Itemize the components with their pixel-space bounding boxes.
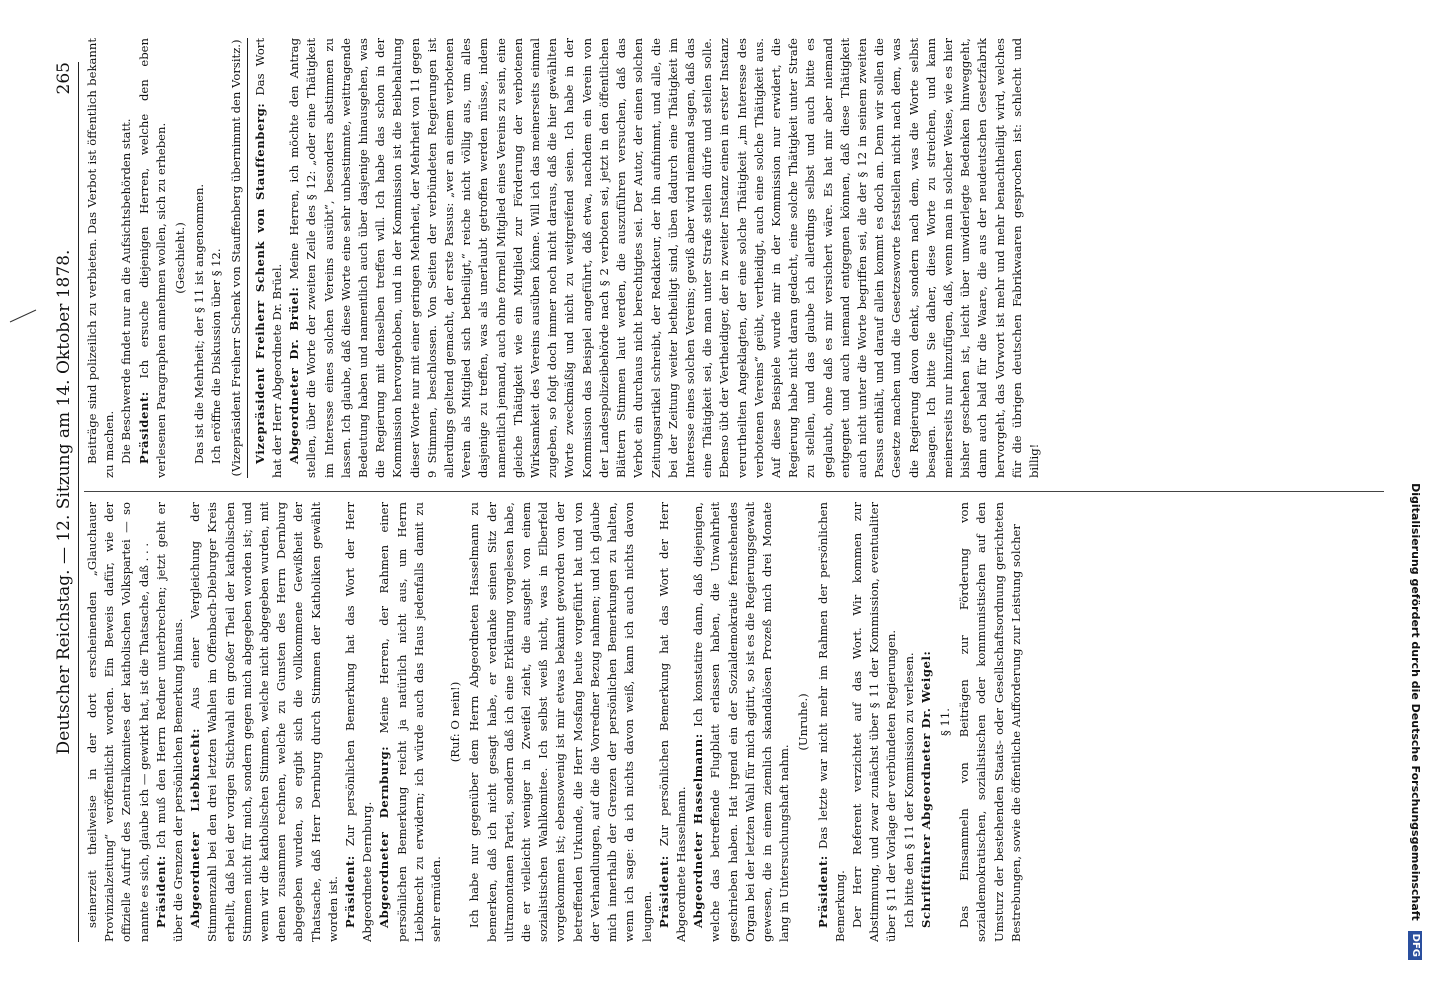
paragraph <box>252 38 286 478</box>
speech-text: Das Wort hat der Herr Abgeordnete Dr. Brüel. <box>252 38 285 478</box>
speaker-name: Schriftführer Abgeordneter Dr. Weigel: <box>918 650 933 928</box>
speech-text: Ich muß den Herrn Redner unterbrechen; jetzt geht er über die Grenzen der persönlichen Bemerkung hinaus. <box>153 502 186 942</box>
paragraph <box>153 502 187 942</box>
running-title: Deutscher Reichstag. — 12. Sitzung am 14. Oktober 1878. <box>54 249 74 755</box>
speech-text: Meine Herren, der Rahmen einer persönlichen Bemerkung reicht ja natürlich nicht aus, um Herrn Liebknecht zu erwidern; ich würde auch das Haus jedenfalls damit zu sehr ermüden. <box>377 502 444 942</box>
paragraph <box>656 502 690 942</box>
stage-direction: (Geschieht.) <box>173 222 188 294</box>
right-column <box>84 38 1384 478</box>
paragraph <box>187 502 342 942</box>
paragraph <box>136 38 170 478</box>
paragraph <box>376 502 445 942</box>
paragraph: Ich eröffne die Diskussion über § 12. <box>209 248 224 464</box>
speaker-name: Vizepräsident Freiherr Schenk von Stauffenberg: <box>252 102 267 464</box>
digitization-text: Digitalisierung gefördert durch die Deutsche Forschungsgemeinschaft <box>1409 483 1422 921</box>
speech-text: Ich ersuche diejenigen Herren, welche den eben verlesenen Paragraphen annehmen wollen, sich zu erheben. <box>136 38 168 478</box>
speech-text: Aus einer Vergleichung der Stimmenzahl bei den drei letzten Wahlen im Offenbach-Dieburger Kreis erhellt, daß bei der vorigen Stichwahl ein großer Theil der katholischen Stimmen nicht für mich, sondern gegen mich abgegeben worden ist; und wenn wir die katholischen Stimmen, welche nicht abgegeben wurden, mit denen zusammen rechnen, welche zu Gunsten des Herrn Dernburg abgegeben wurden, so ergibt sich die vollkommene Gewißheit der Thatsache, daß Herr Dernburg durch Stimmen der Katholiken gewählt worden ist. <box>188 502 340 942</box>
left-column <box>84 502 1384 942</box>
paragraph <box>286 38 1043 478</box>
page-header <box>46 62 79 942</box>
paragraph <box>918 502 935 942</box>
paragraph <box>690 502 793 942</box>
paragraph: Das ist die Mehrheit; der § 11 ist angenommen. <box>192 183 207 464</box>
speaker-name: Abgeordneter Liebknecht: <box>188 728 203 928</box>
stage-direction: (Vizepräsident Freiherr Schenk von Stauffenberg übernimmt den Vorsitz.) <box>228 39 243 477</box>
paragraph <box>342 502 376 942</box>
speaker-name: Präsident: <box>136 391 151 464</box>
speech-text: Ich konstatire dann, daß diejenigen, welche das betreffende Flugblatt erlassen haben, die Unwahrheit geschrieben haben. Hat irgend ein der Sozialdemokratie fernstehendes Organ bei der letzten Wahl für mich agitirt, so ist es die Regierungsgewalt gewesen, die in einem ziemlich skandalösen Prozeß mich drei Monate lang in Untersuchungshaft nahm. <box>691 502 792 942</box>
scan-mark-icon <box>8 308 38 324</box>
paragraph: seinerzeit theilweise in der dort erscheinenden „Glauchauer Provinzialzeitung“ veröffentlicht worden. Ein Beweis dafür, wie der offizielle Aufruf des Zentralkomitees der katholischen Volkspartei — so nannte es sich, glaube ich — gewirkt hat, ist die Thatsache, daß . . . <box>85 502 151 942</box>
paragraph: Die Beschwerde findet nur an die Aufsichtsbehörden statt. <box>119 118 134 464</box>
speaker-name: Präsident: <box>815 855 830 928</box>
speech-text: Zur persönlichen Bemerkung hat das Wort der Herr Abgeordnete Dernburg. <box>343 502 375 942</box>
digitization-note <box>1404 40 1426 960</box>
speaker-name: Präsident: <box>343 855 358 928</box>
page-number: 265 <box>54 62 74 95</box>
stage-direction: (Unruhe.) <box>796 693 811 751</box>
paragraph: Ich habe nur gegenüber dem Herrn Abgeordneten Hasselmann zu bemerken, daß ich nicht gesagt habe, er verdanke seinen Sitz der ultramontanen Partei, sondern daß ich eine Erklärung vorgelesen habe, die er vielleicht weniger in Zweifel zieht, die ausgeht von einem sozialistischen Wahlkomitee. Ich selbst weiß nicht, was in Elberfeld vorgekommen ist; ebensowenig ist mir etwas bekannt geworden von der betreffenden Urkunde, die Herr Mosfang heute vorgeführt hat und von der Verhandlungen, auf die die Vorredner Bezug nahmen; und ich glaube mich innerhalb der Grenzen der persönlichen Bemerkungen zu halten, wenn ich sage: da ich nichts davon weiß, kann ich auch nichts davon leugnen. <box>467 502 654 942</box>
paragraph: Der Herr Referent verzichtet auf das Wort. Wir kommen zur Abstimmung, und zwar zunächst über § 11 der Kommission, eventualiter über § 11 der Vorlage der verbündeten Regierungen. <box>849 502 899 942</box>
speaker-name: Abgeordneter Dr. Brüel: <box>287 286 302 464</box>
speaker-name: Abgeordneter Hasselmann: <box>691 733 706 928</box>
speaker-name: Abgeordneter Dernburg: <box>377 745 392 928</box>
stage-direction: § 11. <box>937 708 952 736</box>
column-divider <box>84 491 1384 492</box>
paragraph: Das Einsammeln von Beiträgen zur Förderung von sozialdemokratischen, sozialistischen oder kommunistischen auf den Umsturz der bestehenden Staats- oder Gesellschaftsordnung gerichteten Bestrebungen, sowie die öffentliche Aufforderung zur Leistung solcher <box>957 502 1023 942</box>
speech-text: Zur persönlichen Bemerkung hat das Wort der Herr Abgeordnete Hasselmann. <box>656 502 688 942</box>
speech-text: Meine Herren, ich möchte den Antrag stellen, über die Worte der zweiten Zeile des § 12: „oder eine Thätigkeit im Interesse eines solchen Vereins ausübt“, besonders abstimmen zu lassen. Ich glaube, daß diese Worte eine sehr unbestimmte, weittragende Bedeutung haben und namentlich auch über dasjenige hinausgehen, was die Regierung mit denselben treffen will. Ich habe das schon in der Kommission hervorgehoben, und in der Kommission ist die Beibehaltung dieser Worte nur mit einer geringen Mehrheit, der Mehrheit von 11 gegen 9 Stimmen, beschlossen. Von Seiten der verbündeten Regierungen ist allerdings geltend gemacht, der erste Passus: „wer an einem verbotenen Verein als Mitglied sich betheiligt,“ reiche nicht völlig aus, um alles dasjenige zu treffen, was als unerlaubt getroffen werden müsse, indem namentlich jemand, auch ohne formell Mitglied eines Vereins zu sein, eine gleiche Thätigkeit wie ein Mitglied zur Förderung der verbotenen Wirksamkeit des Vereins ausüben könne. Will ich das meinerseits einmal zugeben, so folgt doch immer noch nicht daraus, daß die hier gewählten Worte zweckmäßig und nicht zu weitgreifend seien. Ich habe in der Kommission das Beispiel angeführt, daß etwa, nachdem ein Verein von der Landespolizeibehörde nach § 2 verboten sei, jetzt in den öffentlichen Blättern Stimmen laut werden, die auszuführen versuchen, daß das Verbot ein durchaus nicht berechtigtes sei. Der Autor, der einen solchen Zeitungsartikel schreibt, der Redakteur, der ihn aufnimmt, und alle, die bei der Zeitung weiter betheiligt sind, üben dadurch eine Thätigkeit im Interesse eines solchen Vereins; gewiß aber wird niemand sagen, daß das eine Thätigkeit sei, die man unter Strafe stellen dürfe und stellen solle. Ebenso übt der Vertheidiger, der in zweiter Instanz einen in erster Instanz verurtheilten Angeklagten, der eine solche Thätigkeit „im Interesse des verbotenen Vereins“ geübt, vertheidigt, auch eine solche Thätigkeit aus. Auf diese Beispiele wurde mir in der Kommission nur erwidert, die Regierung habe nicht daran gedacht, eine solche Thätigkeit unter Strafe zu stellen, und das glaube ich allerdings selbst und auch bitte es geglaubt, ohne daß es mir versichert wäre. Es hat mir aber niemand entgegnet und auch niemand entgegnen können, daß diese Thätigkeit auch nicht unter die Worte begriffen sei, die der § 12 in seinem zweiten Passus enthält, und darauf allein kommt es doch an. Denn wir sollen die Gesetze machen und die Gesetzesworte feststellen nicht nach dem, was die Regierung davon denkt, sondern nach dem, was die Worte selbst besagen. Ich bitte Sie daher, diese Worte zu streichen, und kann meinerseits nur hinzufügen, daß, wenn man in solcher Weise, wie es hier bisher geschehen ist, leicht über unwiderlegte Bedenken hinweggeht, dann auch bald für die Waare, die aus der neudeutschen Gesetzfabrik hervorgeht, das Vorwort ist mehr und mehr benachtheiligt wird, welches für die übrigen deutschen Fabrikwaaren gesprochen ist: schlecht und billig! <box>287 38 1041 478</box>
section-divider <box>247 38 248 478</box>
speaker-name: Präsident: <box>153 855 168 928</box>
paragraph <box>815 502 849 942</box>
paragraph: Ich bitte den § 11 der Kommission zu verlesen. <box>901 652 916 928</box>
stage-direction: (Ruf: O nein!) <box>448 681 463 763</box>
paragraph: Beiträge sind polizeilich zu verbieten. Das Verbot ist öffentlich bekannt zu machen. <box>85 38 117 478</box>
speech-text: Das letzte war nicht mehr im Rahmen der persönlichen Bemerkung. <box>815 502 847 942</box>
dfg-logo: DFG <box>1408 931 1422 960</box>
speaker-name: Präsident: <box>656 855 671 928</box>
